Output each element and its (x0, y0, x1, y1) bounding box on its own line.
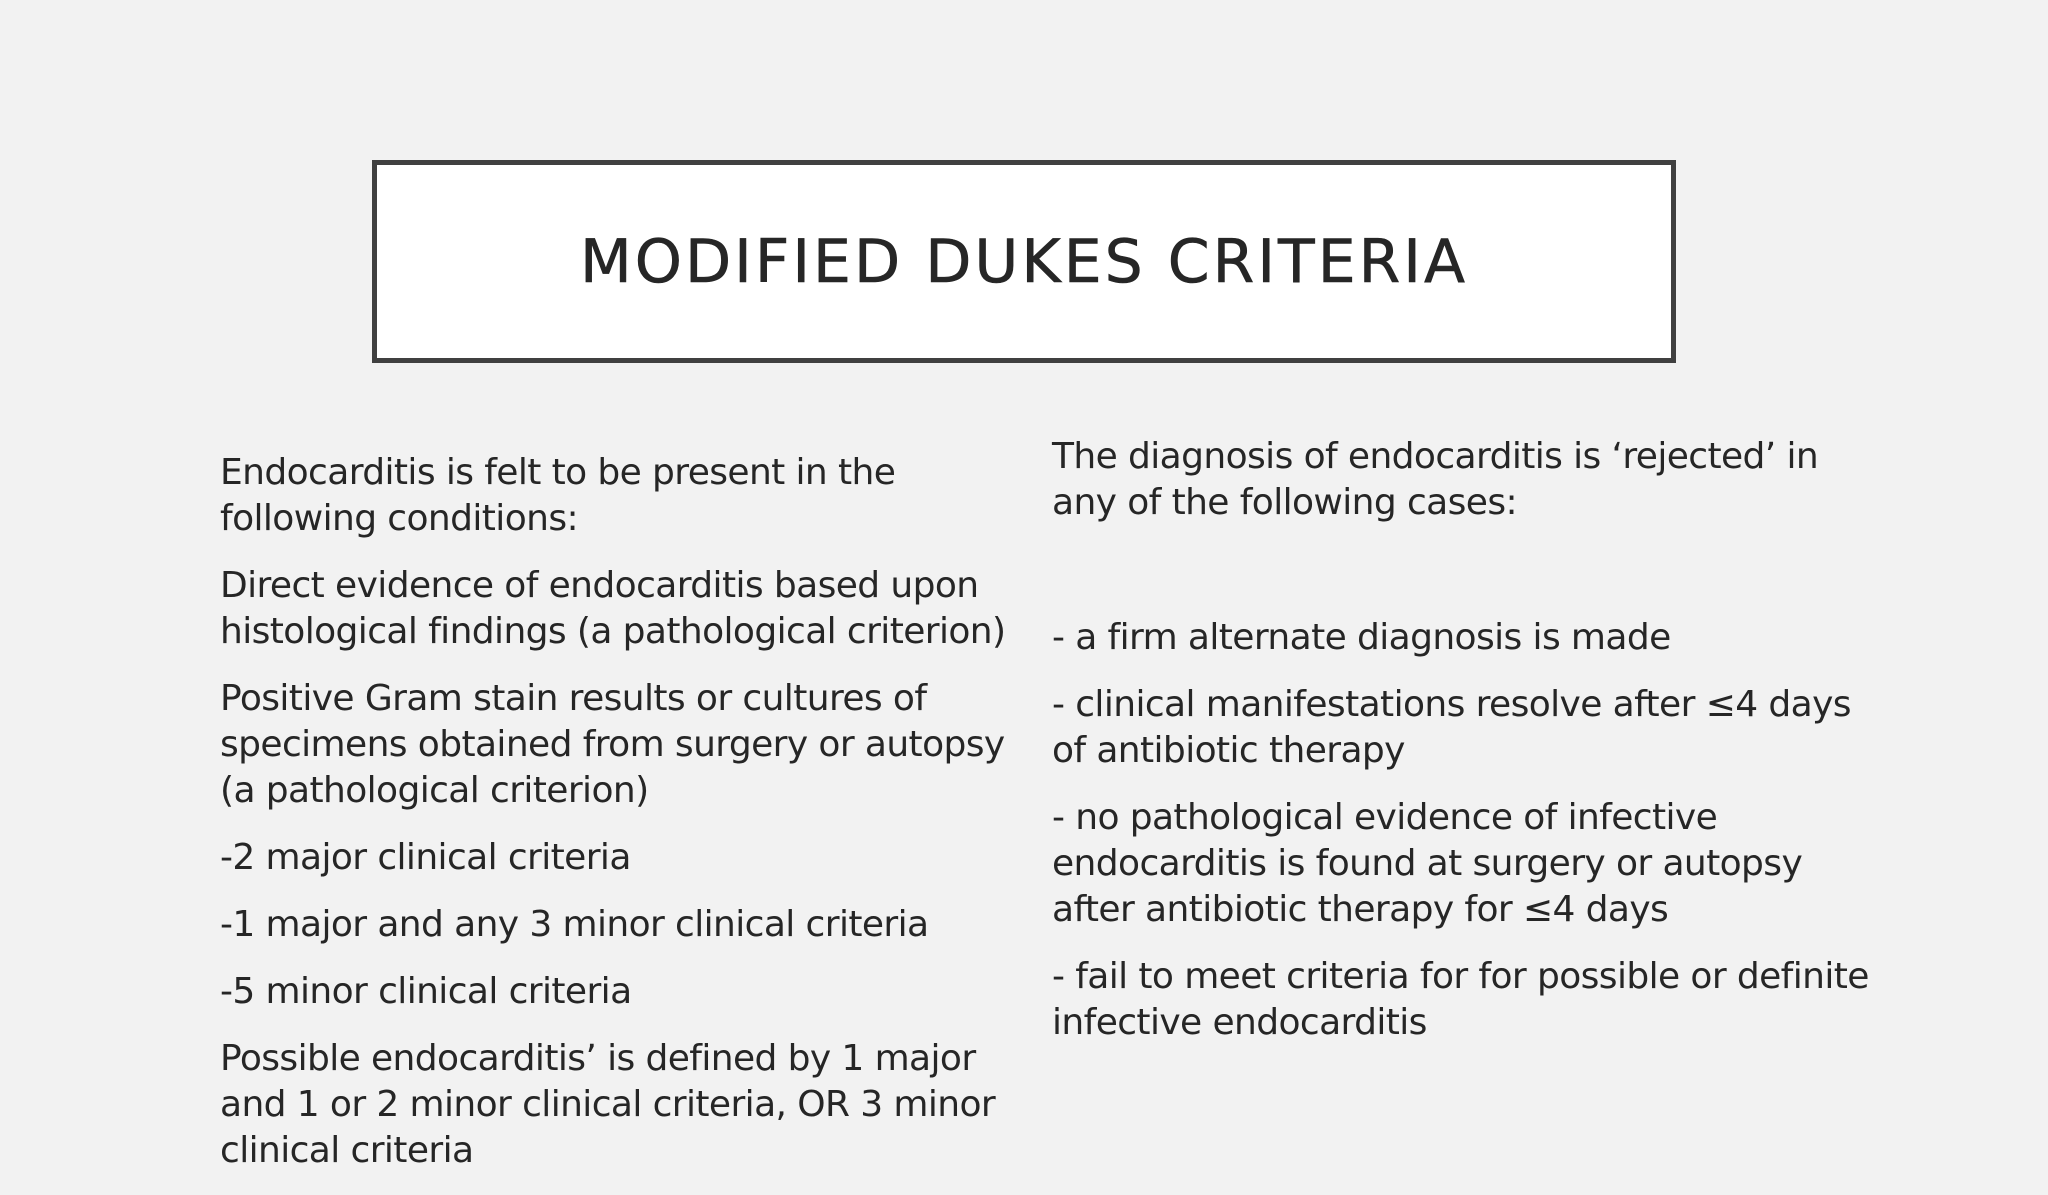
right-paragraph: - clinical manifestations resolve after ≤4 days of antibiotic therapy (1052, 684, 1851, 771)
slide-title: MODIFIED DUKES CRITERIA (579, 226, 1469, 297)
right-paragraph: - fail to meet criteria for for possible or definite infective endocarditis (1052, 956, 1869, 1043)
right-paragraph: - no pathological evidence of infective endocarditis is found at surgery or autopsy after antibiotic therapy for ≤4 days (1052, 797, 1803, 930)
title-box (372, 160, 1676, 363)
right-paragraph: - a firm alternate diagnosis is made (1052, 617, 1671, 658)
right-column (1052, 434, 1882, 1067)
left-paragraph: Positive Gram stain results or cultures of specimens obtained from surgery or autopsy (a pathological criterion) (220, 678, 1005, 811)
left-paragraph: Possible endocarditis’ is defined by 1 major and 1 or 2 minor clinical criteria, OR 3 minor clinical criteria (220, 1038, 996, 1171)
left-paragraph: Direct evidence of endocarditis based upon histological findings (a pathological criterion) (220, 565, 1006, 652)
left-paragraph: -1 major and any 3 minor clinical criteria (220, 904, 929, 945)
left-paragraph: -5 minor clinical criteria (220, 971, 632, 1012)
spacer (1052, 547, 1882, 615)
left-column (220, 450, 1050, 1195)
left-paragraph: Endocarditis is felt to be present in the following conditions: (220, 452, 896, 539)
right-paragraph: The diagnosis of endocarditis is ‘rejected’ in any of the following cases: (1052, 436, 1819, 523)
left-paragraph: -2 major clinical criteria (220, 837, 631, 878)
